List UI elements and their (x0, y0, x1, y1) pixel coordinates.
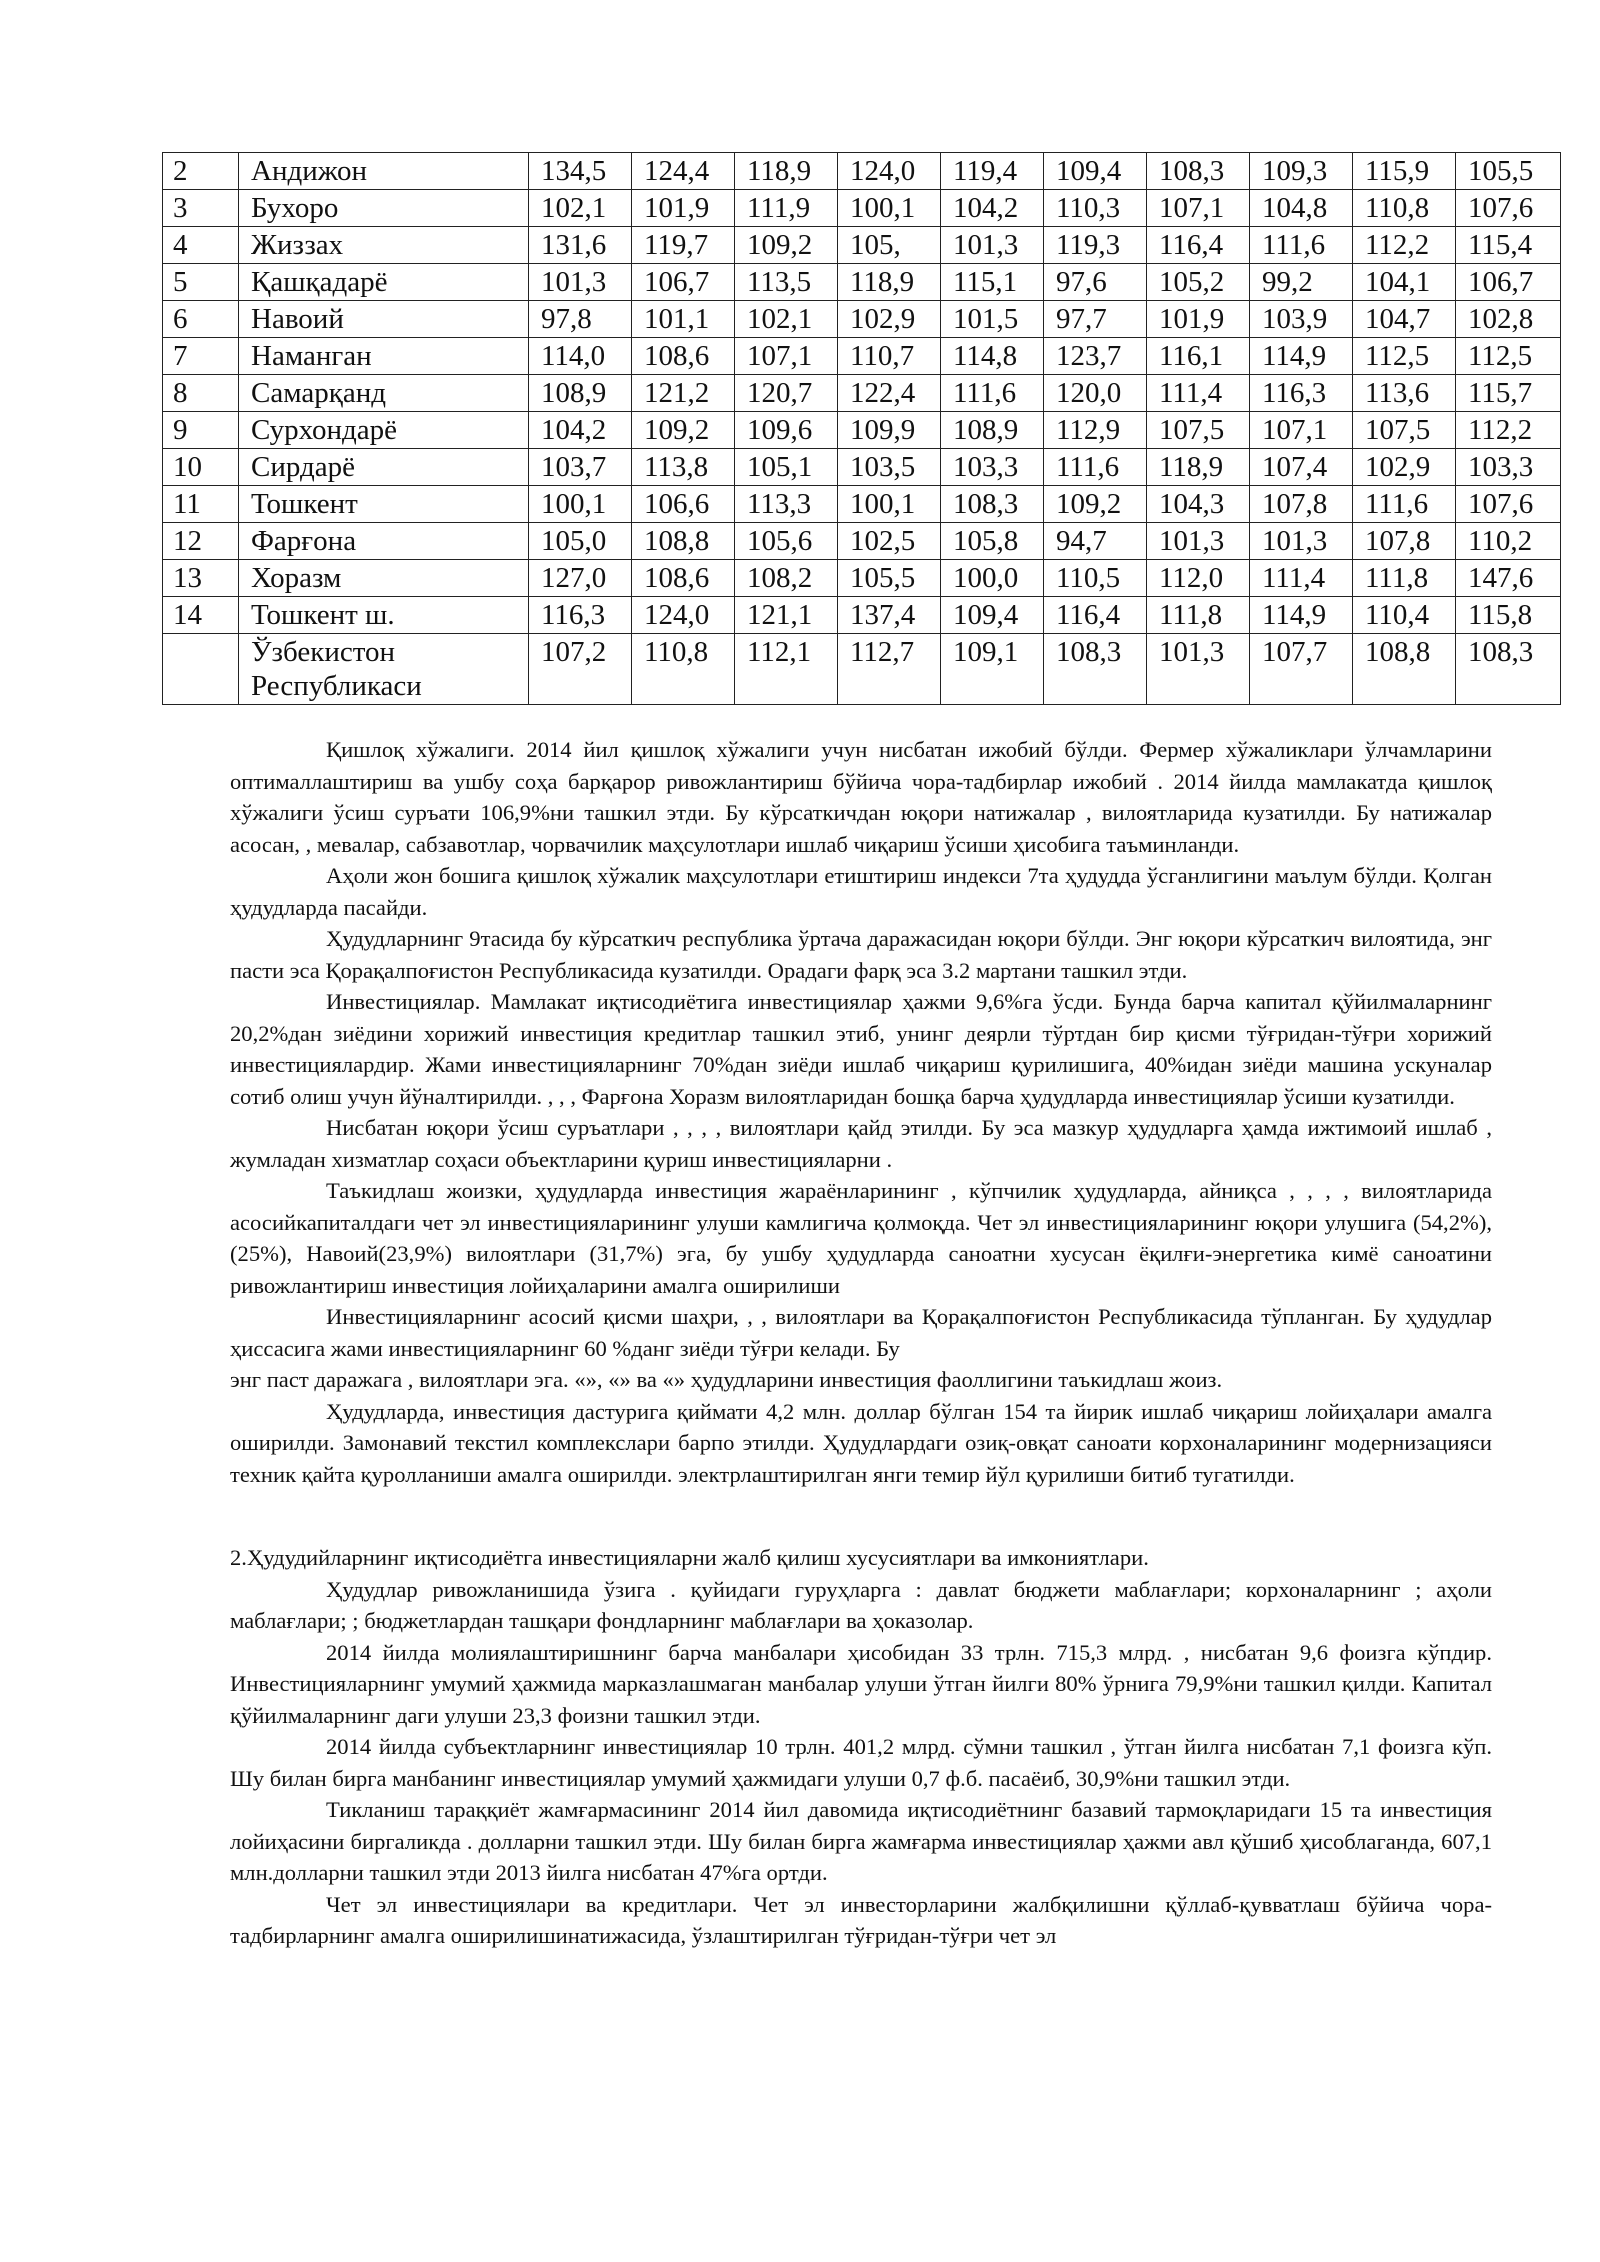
index-value-cell: 108,3 (1044, 634, 1147, 705)
index-value-cell: 108,6 (632, 338, 735, 375)
index-value-cell: 101,1 (632, 301, 735, 338)
index-value-cell: 108,2 (735, 560, 838, 597)
index-value-cell: 112,5 (1353, 338, 1456, 375)
index-value-cell: 115,1 (941, 264, 1044, 301)
index-value-cell: 106,7 (632, 264, 735, 301)
index-value-cell: 105,1 (735, 449, 838, 486)
row-number-cell: 11 (163, 486, 239, 523)
index-value-cell: 103,5 (838, 449, 941, 486)
index-value-cell: 111,8 (1147, 597, 1250, 634)
index-value-cell: 114,9 (1250, 597, 1353, 634)
paragraph-lowest-level: энг паст даражага , вилоятлари эга. «», «» ва «» ҳудудларини инвестиция фаоллигини таъкидлаш жоиз. (230, 1367, 1223, 1392)
index-value-cell: 105,6 (735, 523, 838, 560)
paragraph-funding-2014: 2014 йилда молиялаштиришнинг барча манбалари ҳисобидан 33 трлн. 715,3 млрд. , нисбатан 9,6 фоизга кўпдир. Инвестицияларнинг умумий ҳажмида марказлашмаган манбалар улуши ўтган йилги 80% ўрнига 79,9%ни ташкил қилди. Капитал қўйилмаларнинг даги улуши 23,3 фоизни ташкил этди. (230, 1639, 1492, 1728)
index-value-cell: 108,6 (632, 560, 735, 597)
index-value-cell: 115,8 (1456, 597, 1561, 634)
table-row (163, 597, 1561, 634)
index-value-cell: 107,1 (1147, 190, 1250, 227)
index-value-cell: 134,5 (529, 153, 632, 190)
table-body (163, 153, 1561, 705)
index-value-cell: 118,9 (735, 153, 838, 190)
index-value-cell: 108,9 (941, 412, 1044, 449)
index-value-cell: 101,3 (529, 264, 632, 301)
table-row (163, 486, 1561, 523)
row-number-cell: 2 (163, 153, 239, 190)
index-value-cell: 114,8 (941, 338, 1044, 375)
index-value-cell: 100,0 (941, 560, 1044, 597)
region-name-cell: Фарғона (239, 523, 529, 560)
index-value-cell: 103,3 (941, 449, 1044, 486)
body-text (230, 734, 1492, 1952)
index-value-cell: 118,9 (1147, 449, 1250, 486)
table-row (163, 227, 1561, 264)
index-value-cell: 103,3 (1456, 449, 1561, 486)
index-value-cell: 101,3 (1147, 634, 1250, 705)
paragraph-reconstruction-fund: Тикланиш тараққиёт жамғармасининг 2014 йил давомида иқтисодиётнинг базавий тармоқларидаги 15 та инвестиция лойиҳасини биргаликда . долларни ташкил этди. Шу билан бирга жамғарма инвестициялар ҳажми авл қўшиб ҳисоблаганда, 607,1 млн.долларни ташкил этди 2013 йилга нисбатан 47%га ортди. (230, 1797, 1492, 1885)
region-name-cell: Хоразм (239, 560, 529, 597)
table-row (163, 412, 1561, 449)
table-row (163, 634, 1561, 705)
index-value-cell: 131,6 (529, 227, 632, 264)
row-number-cell: 3 (163, 190, 239, 227)
index-value-cell: 122,4 (838, 375, 941, 412)
index-value-cell: 111,6 (1353, 486, 1456, 523)
index-value-cell: 121,1 (735, 597, 838, 634)
index-value-cell: 121,2 (632, 375, 735, 412)
index-value-cell: 108,8 (632, 523, 735, 560)
index-value-cell: 110,4 (1353, 597, 1456, 634)
index-value-cell: 111,4 (1250, 560, 1353, 597)
index-value-cell: 110,7 (838, 338, 941, 375)
index-value-cell: 119,3 (1044, 227, 1147, 264)
index-value-cell: 100,1 (838, 190, 941, 227)
region-name-cell: Тошкент (239, 486, 529, 523)
index-value-cell: 109,1 (941, 634, 1044, 705)
row-number-cell: 13 (163, 560, 239, 597)
index-value-cell: 104,2 (529, 412, 632, 449)
index-value-cell: 109,4 (1044, 153, 1147, 190)
index-value-cell: 123,7 (1044, 338, 1147, 375)
region-name-cell: Қашқадарё (239, 264, 529, 301)
index-value-cell: 110,8 (1353, 190, 1456, 227)
index-value-cell: 113,8 (632, 449, 735, 486)
index-value-cell: 124,4 (632, 153, 735, 190)
index-value-cell: 109,3 (1250, 153, 1353, 190)
row-number-cell (163, 634, 239, 705)
index-value-cell: 120,7 (735, 375, 838, 412)
index-value-cell: 108,3 (1456, 634, 1561, 705)
index-value-cell: 116,3 (1250, 375, 1353, 412)
index-value-cell: 107,5 (1147, 412, 1250, 449)
index-value-cell: 119,4 (941, 153, 1044, 190)
region-name-cell: Навоий (239, 301, 529, 338)
index-value-cell: 114,0 (529, 338, 632, 375)
table-row (163, 560, 1561, 597)
index-value-cell: 112,5 (1456, 338, 1561, 375)
index-value-cell: 110,3 (1044, 190, 1147, 227)
index-value-cell: 111,9 (735, 190, 838, 227)
index-value-cell: 101,3 (1250, 523, 1353, 560)
index-value-cell: 116,1 (1147, 338, 1250, 375)
index-value-cell: 97,6 (1044, 264, 1147, 301)
index-value-cell: 108,8 (1353, 634, 1456, 705)
index-value-cell: 111,8 (1353, 560, 1456, 597)
regions-index-table (162, 152, 1561, 705)
index-value-cell: 127,0 (529, 560, 632, 597)
index-value-cell: 116,3 (529, 597, 632, 634)
index-value-cell: 107,8 (1250, 486, 1353, 523)
row-number-cell: 12 (163, 523, 239, 560)
paragraph-growth-rates: Нисбатан юқори ўсиш суръатлари , , , , вилоятлари қайд этилди. Бу эса мазкур ҳудудларга ҳамда ижтимоий ишлаб , жумладан хизматлар соҳаси объектларини қуриш инвестицияларни . (230, 1115, 1492, 1172)
index-value-cell: 112,2 (1456, 412, 1561, 449)
region-name-cell: Андижон (239, 153, 529, 190)
region-name-cell: Наманган (239, 338, 529, 375)
index-value-cell: 109,2 (1044, 486, 1147, 523)
row-number-cell: 10 (163, 449, 239, 486)
row-number-cell: 9 (163, 412, 239, 449)
index-value-cell: 107,6 (1456, 486, 1561, 523)
paragraph-regions-indicator: Ҳудудларнинг 9тасида бу кўрсаткич республика ўртача даражасидан юқори бўлди. Энг юқори кўрсаткич вилоятида, энг пасти эса Қорақалпоғистон Республикасида кузатилди. Орадаги фарқ эса 3.2 мартани ташкил этди. (230, 926, 1492, 983)
paragraph-foreign-credits: Чет эл инвестициялари ва кредитлари. Чет эл инвесторларини жалбқилишни қўллаб-қувватлаш бўйича чора-тадбирларнинг амалга оширилишинатижасида, ўзлаштирилган тўғридан-тўғри чет эл (230, 1891, 1492, 1948)
paragraph-per-capita: Аҳоли жон бошига қишлоқ хўжалик маҳсулотлари етиштириш индекси 7та ҳудудда ўсганлигини маълум бўлди. Қолган ҳудудларда пасайди. (230, 863, 1492, 920)
index-value-cell: 107,7 (1250, 634, 1353, 705)
table-row (163, 264, 1561, 301)
index-value-cell: 107,1 (1250, 412, 1353, 449)
index-value-cell: 103,9 (1250, 301, 1353, 338)
index-value-cell: 110,8 (632, 634, 735, 705)
section-heading: 2.Ҳудудийларнинг иқтисодиётга инвестицияларни жалб қилиш хусусиятлари ва имкониятлари. (230, 1545, 1149, 1570)
table-row (163, 338, 1561, 375)
index-value-cell: 107,5 (1353, 412, 1456, 449)
index-value-cell: 105,2 (1147, 264, 1250, 301)
index-value-cell: 101,3 (1147, 523, 1250, 560)
region-name-cell: Сирдарё (239, 449, 529, 486)
index-value-cell: 107,4 (1250, 449, 1353, 486)
row-number-cell: 8 (163, 375, 239, 412)
index-value-cell: 111,6 (1044, 449, 1147, 486)
row-number-cell: 5 (163, 264, 239, 301)
index-value-cell: 100,1 (529, 486, 632, 523)
paragraph-projects: Ҳудудларда, инвестиция дастурига қиймати 4,2 млн. доллар бўлган 154 та йирик ишлаб чиқариш лойиҳалари амалга оширилди. Замонавий текстил комплекслари барпо этилди. Ҳудудлардаги озиқ-овқат саноати корхоналарининг модернизацияси техник қайта қуролланиши амалга оширилди. электрлаштирилган янги темир йўл қурилиши битиб тугатилди. (230, 1398, 1492, 1487)
index-value-cell: 105,8 (941, 523, 1044, 560)
index-value-cell: 110,5 (1044, 560, 1147, 597)
table-row (163, 449, 1561, 486)
index-value-cell: 105,5 (1456, 153, 1561, 190)
index-value-cell: 100,1 (838, 486, 941, 523)
index-value-cell: 112,9 (1044, 412, 1147, 449)
index-value-cell: 147,6 (1456, 560, 1561, 597)
index-value-cell: 104,1 (1353, 264, 1456, 301)
index-value-cell: 109,9 (838, 412, 941, 449)
region-name-cell: Ўзбекистон Республикаси (239, 634, 529, 705)
index-value-cell: 109,2 (735, 227, 838, 264)
index-value-cell: 108,3 (1147, 153, 1250, 190)
table-row (163, 375, 1561, 412)
index-value-cell: 113,3 (735, 486, 838, 523)
index-value-cell: 104,8 (1250, 190, 1353, 227)
paragraph-agriculture: Қишлоқ хўжалиги. 2014 йил қишлоқ хўжалиги учун нисбатан ижобий бўлди. Фермер хўжаликлари ўлчамларини оптималлаштириш ва ушбу соҳа барқарор ривожлантириш бўйича чора-тадбирлар ижобий . 2014 йилда мамлакатда қишлоқ хўжалиги ўсиш суръати 106,9%ни ташкил этди. Бу кўрсаткичдан юқори натижалар , вилоятларида кузатилди. Бу натижалар асосан, , мевалар, сабзавотлар, чорвачилик маҳсулотлари ишлаб чиқариш ўсиши ҳисобига таъминланди. (230, 737, 1492, 857)
table-row (163, 153, 1561, 190)
index-value-cell: 101,5 (941, 301, 1044, 338)
index-value-cell: 99,2 (1250, 264, 1353, 301)
index-value-cell: 97,7 (1044, 301, 1147, 338)
index-value-cell: 124,0 (838, 153, 941, 190)
index-value-cell: 109,6 (735, 412, 838, 449)
row-number-cell: 14 (163, 597, 239, 634)
index-value-cell: 109,2 (632, 412, 735, 449)
index-value-cell: 113,5 (735, 264, 838, 301)
index-value-cell: 103,7 (529, 449, 632, 486)
index-value-cell: 124,0 (632, 597, 735, 634)
index-value-cell: 105,0 (529, 523, 632, 560)
index-value-cell: 119,7 (632, 227, 735, 264)
index-value-cell: 105,5 (838, 560, 941, 597)
index-value-cell: 104,7 (1353, 301, 1456, 338)
region-name-cell: Сурхондарё (239, 412, 529, 449)
paragraph-subjects-investments: 2014 йилда субъектларнинг инвестициялар 10 трлн. 401,2 млрд. сўмни ташкил , ўтган йилга нисбатан 7,1 фоизга кўп. Шу билан бирга манбанинг инвестициялар умумий ҳажмидаги улуши 0,7 ф.б. пасаёиб, 30,9%ни ташкил этди. (230, 1734, 1492, 1791)
paragraph-spacer (230, 1490, 1492, 1542)
index-value-cell: 120,0 (1044, 375, 1147, 412)
index-value-cell: 110,2 (1456, 523, 1561, 560)
index-value-cell: 107,6 (1456, 190, 1561, 227)
paragraph-funding-groups: Ҳудудлар ривожланишида ўзига . қуйидаги гуруҳларга : давлат бюджети маблағлари; корхоналарнинг ; аҳоли маблағлари; ; бюджетлардан ташқари фондларнинг маблағлари ва ҳоказолар. (230, 1576, 1492, 1633)
index-value-cell: 102,9 (838, 301, 941, 338)
table-row (163, 523, 1561, 560)
paragraph-foreign-share: Таъкидлаш жоизки, ҳудудларда инвестиция жараёнларининг , кўпчилик ҳудудларда, айниқса , , , , вилоятларида асосийкапиталдаги чет эл инвестицияларининг улуши камлигича қолмоқда. Чет эл инвестицияларининг юқори улушига (54,2%), (25%), Навоий(23,9%) вилоятлари (31,7%) эга, бу ушбу ҳудудларда саноатни хусусан ёқилғи-энергетика кимё саноатини ривожлантириш инвестиция лойиҳаларини амалга оширилиши (230, 1178, 1492, 1298)
index-value-cell: 116,4 (1147, 227, 1250, 264)
region-name-cell: Бухоро (239, 190, 529, 227)
index-value-cell: 137,4 (838, 597, 941, 634)
table-row (163, 190, 1561, 227)
index-value-cell: 116,4 (1044, 597, 1147, 634)
index-value-cell: 106,6 (632, 486, 735, 523)
index-value-cell: 111,4 (1147, 375, 1250, 412)
index-value-cell: 112,7 (838, 634, 941, 705)
paragraph-investments: Инвестициялар. Мамлакат иқтисодиётига инвестициялар ҳажми 9,6%га ўсди. Бунда барча капитал қўйилмаларнинг 20,2%дан зиёдини хорижий инвестиция кредитлар ташкил этиб, унинг деярли тўртдан бир қисми тўғридан-тўғри хорижий инвестициялардир. Жами инвестицияларнинг 70%дан зиёди ишлаб чиқариш қурилишига, 40%идан зиёди машина ускуналар сотиб олиш учун йўналтирилди. , , , Фарғона Хоразм вилоятларидан бошқа барча ҳудудларда инвестициялар ўсиши кузатилди. (230, 989, 1492, 1109)
index-value-cell: 108,3 (941, 486, 1044, 523)
region-name-cell: Жиззах (239, 227, 529, 264)
row-number-cell: 6 (163, 301, 239, 338)
index-value-cell: 107,8 (1353, 523, 1456, 560)
index-value-cell: 102,1 (529, 190, 632, 227)
index-value-cell: 114,9 (1250, 338, 1353, 375)
index-value-cell: 113,6 (1353, 375, 1456, 412)
region-name-cell: Самарқанд (239, 375, 529, 412)
index-value-cell: 111,6 (941, 375, 1044, 412)
index-value-cell: 101,3 (941, 227, 1044, 264)
index-value-cell: 105, (838, 227, 941, 264)
index-value-cell: 112,2 (1353, 227, 1456, 264)
index-value-cell: 107,2 (529, 634, 632, 705)
row-number-cell: 7 (163, 338, 239, 375)
index-value-cell: 104,3 (1147, 486, 1250, 523)
index-value-cell: 109,4 (941, 597, 1044, 634)
region-name-cell: Тошкент ш. (239, 597, 529, 634)
index-value-cell: 112,1 (735, 634, 838, 705)
table-row (163, 301, 1561, 338)
index-value-cell: 115,7 (1456, 375, 1561, 412)
paragraph-main-share: Инвестицияларнинг асосий қисми шаҳри, , , вилоятлари ва Қорақалпоғистон Республикасида тўпланган. Бу ҳудудлар ҳиссасига жами инвестицияларнинг 60 %данг зиёди тўғри келади. Бу (230, 1304, 1492, 1361)
index-value-cell: 106,7 (1456, 264, 1561, 301)
index-value-cell: 107,1 (735, 338, 838, 375)
index-value-cell: 102,8 (1456, 301, 1561, 338)
index-value-cell: 115,9 (1353, 153, 1456, 190)
index-value-cell: 102,5 (838, 523, 941, 560)
index-value-cell: 102,1 (735, 301, 838, 338)
index-value-cell: 108,9 (529, 375, 632, 412)
row-number-cell: 4 (163, 227, 239, 264)
index-value-cell: 111,6 (1250, 227, 1353, 264)
index-value-cell: 97,8 (529, 301, 632, 338)
index-value-cell: 112,0 (1147, 560, 1250, 597)
index-value-cell: 101,9 (1147, 301, 1250, 338)
index-value-cell: 102,9 (1353, 449, 1456, 486)
index-value-cell: 115,4 (1456, 227, 1561, 264)
index-value-cell: 94,7 (1044, 523, 1147, 560)
index-value-cell: 118,9 (838, 264, 941, 301)
index-value-cell: 104,2 (941, 190, 1044, 227)
index-value-cell: 101,9 (632, 190, 735, 227)
